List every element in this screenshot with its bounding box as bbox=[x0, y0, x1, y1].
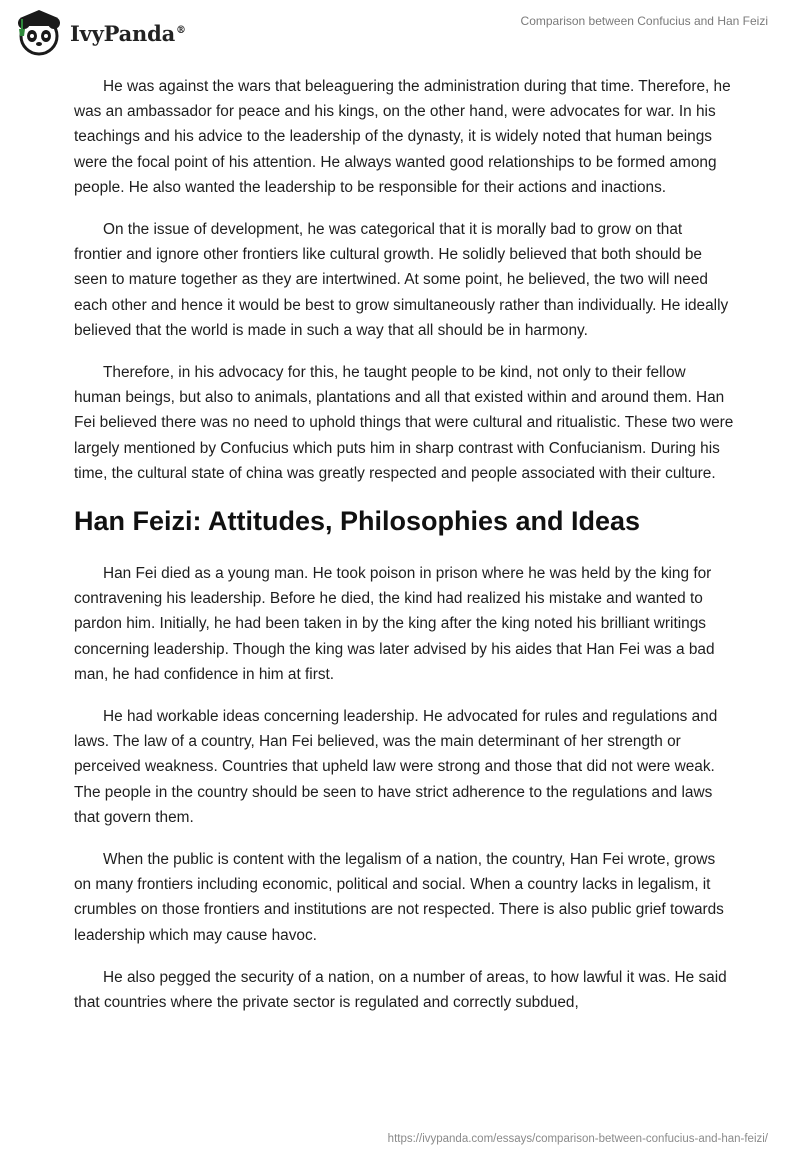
essay-content bbox=[74, 74, 734, 1032]
paragraph: Therefore, in his advocacy for this, he taught people to be kind, not only to their fellow human beings, but also to animals, plantations and all that existed within and around them. Han Fei believed there was no need to uphold things that were cultural and ritualistic. These two were largely mentioned by Confucius which puts him in sharp contrast with Confucianism. During his time, the cultural state of china was greatly respected and people associated with their culture. bbox=[74, 364, 734, 482]
paragraph: He was against the wars that beleaguering the administration during that time. Therefore, he was an ambassador for peace and his kings, on the other hand, were advocates for war. In his teachings and his advice to the leadership of the dynasty, it is widely noted that human beings were the focal point of his attention. He always wanted good relationships to be formed among people. He also wanted the leadership to be responsible for their actions and inactions. bbox=[74, 78, 731, 196]
paragraph: He had workable ideas concerning leadership. He advocated for rules and regulations and laws. The law of a country, Han Fei believed, was the main determinant of her strength or perceived weakness. Countries that upheld law were strong and those that did not were weak. The people in the country should be seen to have strict adherence to the regulations and laws that govern them. bbox=[74, 708, 718, 826]
section-heading: Han Feizi: Attitudes, Philosophies and Ideas bbox=[74, 506, 641, 537]
panda-graduation-cap-icon bbox=[14, 8, 64, 58]
logo-wordmark: IvyPanda® bbox=[70, 20, 186, 46]
source-url[interactable]: https://ivypanda.com/essays/comparison-between-confucius-and-han-feizi/ bbox=[387, 1133, 768, 1145]
paragraph: He also pegged the security of a nation, on a number of areas, to how lawful it was. He said that countries where the private sector is regulated and correctly subdued, bbox=[74, 968, 727, 1012]
document-title: Comparison between Confucius and Han Feizi bbox=[520, 14, 768, 28]
paragraph: When the public is content with the legalism of a nation, the country, Han Fei wrote, grows on many frontiers including economic, political and social. When a country lacks in legalism, it crumbles on those frontiers and institutions are not respected. There is also public grief towards leadership which may cause havoc. bbox=[74, 851, 724, 944]
paragraph: On the issue of development, he was categorical that it is morally bad to grow on that frontier and ignore other frontiers like cultural growth. He solidly believed that both should be seen to mature together as they are intertwined. At some point, he believed, the two will need each other and hence it would be best to grow simultaneously rather than individually. He ideally believed that the world is made in such a way that all should be in harmony. bbox=[74, 221, 729, 339]
page-header bbox=[0, 0, 800, 64]
ivypanda-logo[interactable] bbox=[14, 8, 186, 58]
paragraph: Han Fei died as a young man. He took poison in prison where he was held by the king for contravening his leadership. Before he died, the kind had realized his mistake and wanted to pardon him. Initially, he had been taken in by the king after the king noted his brilliant writings concerning leadership. Though the king was later advised by his aides that Han Fei was a bad man, he had confidence in him at first. bbox=[74, 565, 715, 683]
